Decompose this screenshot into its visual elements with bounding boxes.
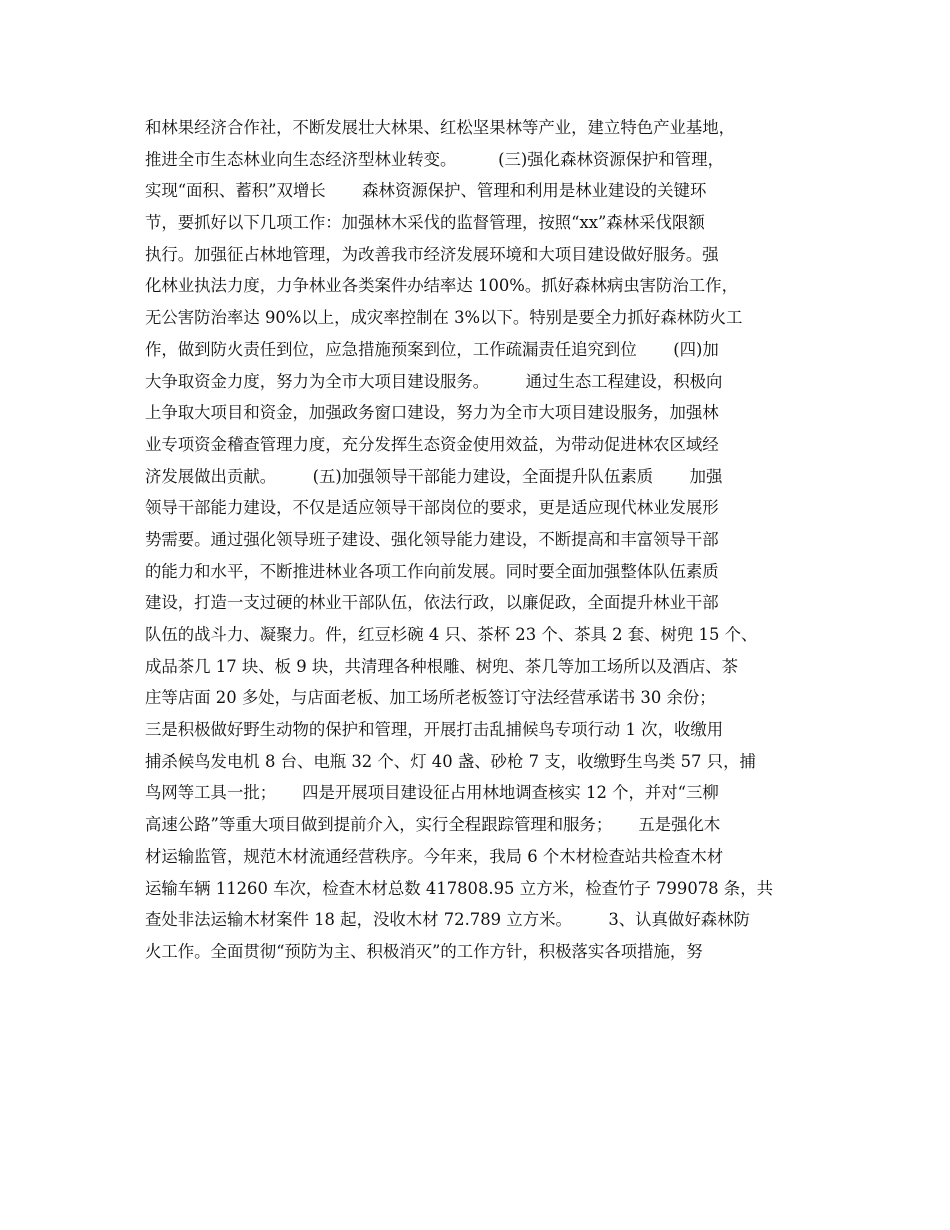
- text-line: 领导干部能力建设，不仅是适应领导干部岗位的要求，更是适应现代林业发展形: [145, 498, 719, 518]
- text-line: 的能力和水平，不断推进林业各项工作向前发展。同时要全面加强整体队伍素质: [145, 561, 719, 581]
- text-line: 推进全市生态林业向生态经济型林业转变。 (三)强化森林资源保护和管理，: [145, 149, 724, 169]
- text-line: 业专项资金稽查管理力度，充分发挥生态资金使用效益，为带动促进林农区域经: [145, 434, 719, 454]
- text-line: 无公害防治率达 90%以上，成灾率控制在 3%以下。特别是要全力抓好森林防火工: [145, 308, 743, 328]
- text-line: 和林果经济合作社，不断发展壮大林果、红松坚果林等产业，建立特色产业基地，: [145, 118, 736, 137]
- text-line: 实现“面积、蓄积”双增长 森林资源保护、管理和利用是林业建设的关键环: [145, 181, 707, 201]
- text-line: 庄等店面 20 多处，与店面老板、加工场所老板签订守法经营承诺书 30 余份；: [145, 688, 716, 708]
- text-line: 火工作。全面贯彻“预防为主、积极消灭”的工作方针，积极落实各项措施，努: [145, 941, 703, 961]
- document-body-text: [145, 112, 805, 968]
- text-line: 捕杀候鸟发电机 8 台、电瓶 32 个、灯 40 盏、砂枪 7 支，收缴野生鸟类 57 只，捕: [145, 751, 756, 771]
- text-line: 查处非法运输木材案件 18 起，没收木材 72.789 立方米。 3、认真做好森林防: [145, 910, 750, 930]
- text-line: 运输车辆 11260 车次，检查木材总数 417808.95 立方米，检查竹子 799078 条，共: [145, 878, 773, 898]
- text-line: 上争取大项目和资金，加强政务窗口建设，努力为全市大项目建设服务，加强林: [145, 403, 719, 423]
- text-line: 济发展做出贡献。 (五)加强领导干部能力建设，全面提升队伍素质 加强: [145, 466, 723, 486]
- text-line: 作，做到防火责任到位，应急措施预案到位，工作疏漏责任追究到位 (四)加: [145, 339, 719, 359]
- text-line: 势需要。通过强化领导班子建设、强化领导能力建设，不断提高和丰富领导干部: [145, 529, 719, 549]
- text-line: 建设，打造一支过硬的林业干部队伍，依法行政，以廉促政，全面提升林业干部: [145, 593, 719, 613]
- text-line: 成品茶几 17 块、板 9 块，共清理各种根雕、树兜、茶几等加工场所以及酒店、茶: [145, 656, 739, 676]
- text-line: 材运输监管，规范木材流通经营秩序。今年来，我局 6 个木材检查站共检查木材: [145, 846, 724, 866]
- text-line: 执行。加强征占林地管理，为改善我市经济发展环境和大项目建设做好服务。强: [145, 244, 719, 264]
- text-line: 大争取资金力度，努力为全市大项目建设服务。 通过生态工程建设，积极向: [145, 371, 723, 391]
- text-line: 化林业执法力度，力争林业各类案件办结率达 100%。抓好森林病虫害防治工作，: [145, 276, 738, 296]
- text-line: 节，要抓好以下几项工作：加强林木采伐的监督管理，按照“xx”森林采伐限额: [145, 213, 705, 233]
- text-line: 鸟网等工具一批； 四是开展项目建设征占用林地调查核实 12 个，并对“三柳: [145, 783, 719, 803]
- text-line: 三是积极做好野生动物的保护和管理，开展打击乱捕候鸟专项行动 1 次，收缴用: [145, 720, 724, 740]
- text-line: 队伍的战斗力、凝聚力。件，红豆杉碗 4 只、茶杯 23 个、茶具 2 套、树兜 15 个、: [145, 625, 758, 644]
- text-line: 高速公路”等重大项目做到提前介入，实行全程跟踪管理和服务； 五是强化木: [145, 815, 721, 835]
